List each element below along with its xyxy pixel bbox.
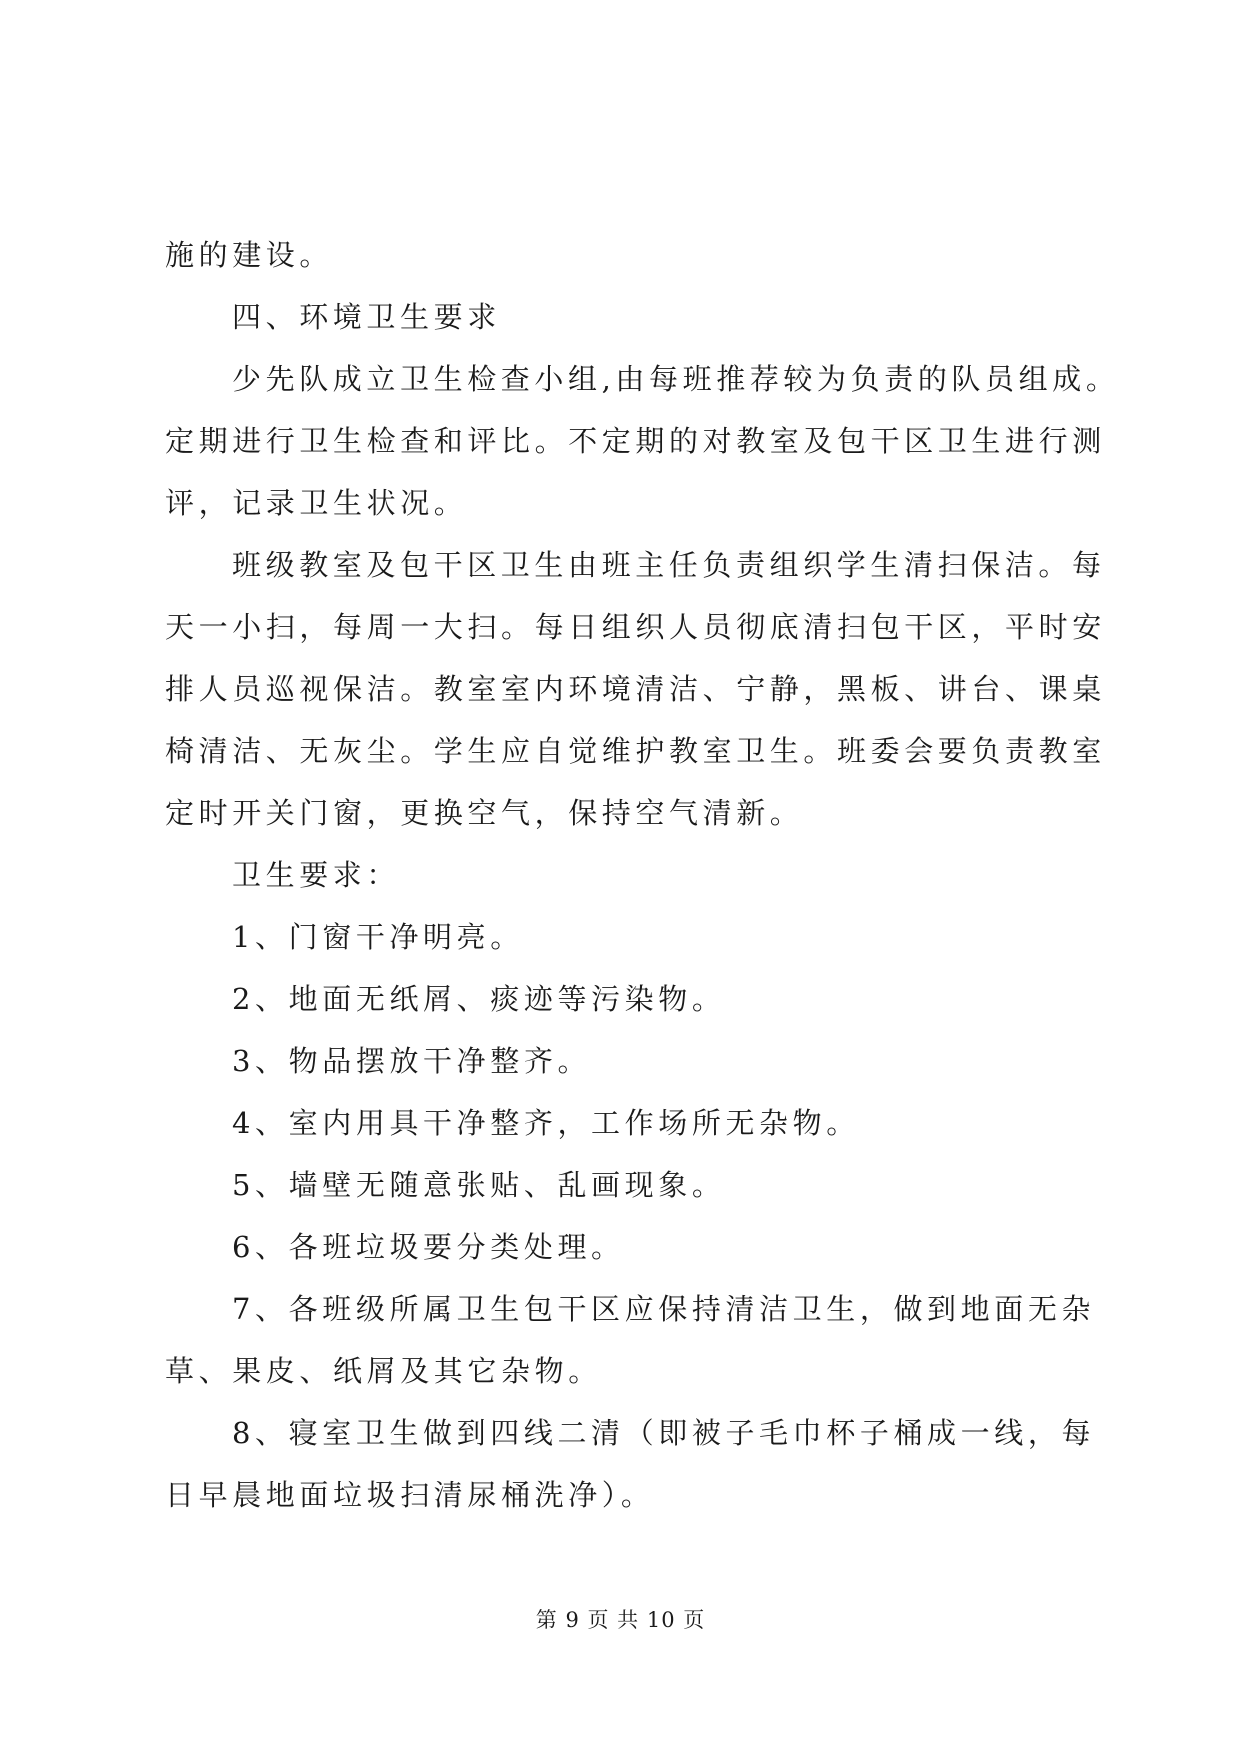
list-item-continuation: 日早晨地面垃圾扫清尿桶洗净）。 [165, 1478, 655, 1512]
list-item: 3、物品摆放干净整齐。 [232, 1044, 592, 1078]
paragraph-line: 排人员巡视保洁。教室室内环境清洁、宁静，黑板、讲台、课桌 [165, 672, 1106, 706]
list-heading: 卫生要求： [232, 858, 401, 892]
list-item: 1、门窗干净明亮。 [232, 920, 524, 954]
paragraph-line: 评，记录卫生状况。 [165, 486, 468, 520]
paragraph-line: 椅清洁、无灰尘。学生应自觉维护教室卫生。班委会要负责教室 [165, 734, 1106, 768]
paragraph-line: 班级教室及包干区卫生由班主任负责组织学生清扫保洁。每 [232, 548, 1106, 582]
list-item-continuation: 草、果皮、纸屑及其它杂物。 [165, 1354, 602, 1388]
list-item: 2、地面无纸屑、痰迹等污染物。 [232, 982, 726, 1016]
paragraph-line: 施的建设。 [165, 238, 334, 272]
list-item: 7、各班级所属卫生包干区应保持清洁卫生，做到地面无杂 [232, 1292, 1096, 1326]
paragraph-line: 天一小扫，每周一大扫。每日组织人员彻底清扫包干区，平时安 [165, 610, 1106, 644]
paragraph-line: 定时开关门窗，更换空气，保持空气清新。 [165, 796, 804, 830]
list-item: 6、各班垃圾要分类处理。 [232, 1230, 625, 1264]
page-number-footer: 第 9 页 共 10 页 [535, 1608, 706, 1632]
paragraph-line: 少先队成立卫生检查小组,由每班推荐较为负责的队员组成。 [232, 362, 1120, 396]
section-heading: 四、环境卫生要求 [232, 300, 501, 334]
paragraph-line: 定期进行卫生检查和评比。不定期的对教室及包干区卫生进行测 [165, 424, 1106, 458]
list-item: 8、寝室卫生做到四线二清（即被子毛巾杯子桶成一线，每 [232, 1416, 1096, 1450]
list-item: 5、墙壁无随意张贴、乱画现象。 [232, 1168, 726, 1202]
list-item: 4、室内用具干净整齐，工作场所无杂物。 [232, 1106, 860, 1140]
